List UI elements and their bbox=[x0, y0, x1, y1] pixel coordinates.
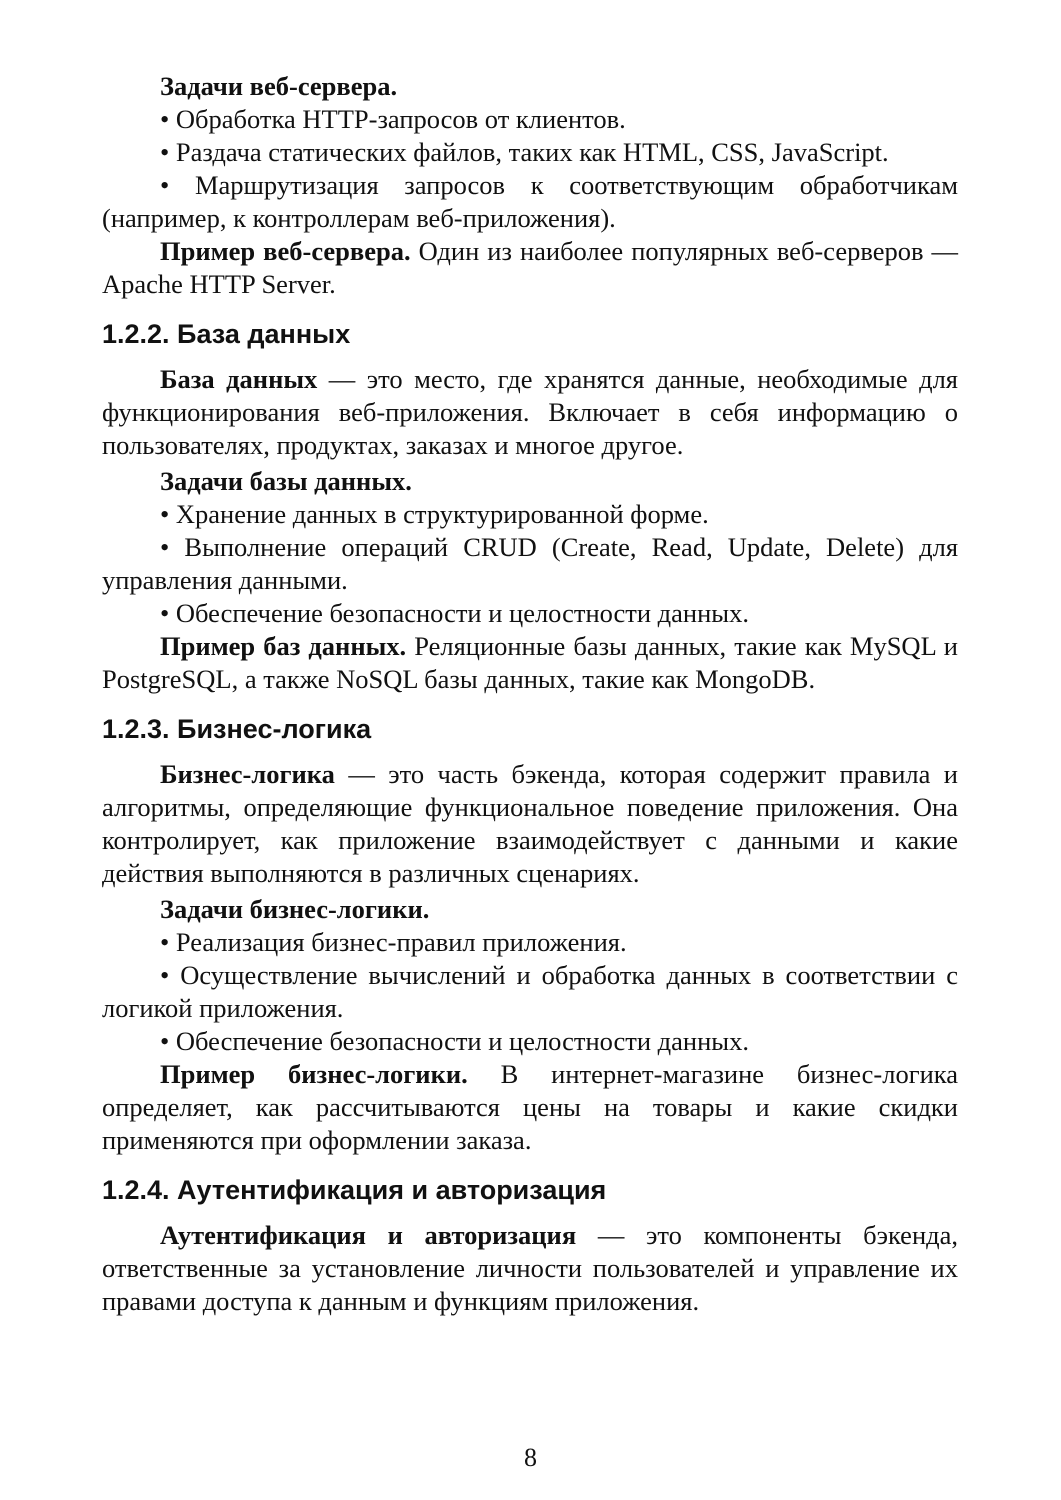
page-number: 8 bbox=[524, 1443, 537, 1472]
web-server-tasks-heading: Задачи веб-сервера. bbox=[160, 71, 398, 101]
document-page bbox=[102, 70, 958, 1318]
database-intro-text: — это место, где хранятся данные, необходимые для функционирования веб-приложения. Включает в себя информацию о пользователях, продуктах, заказах и многое другое. bbox=[102, 364, 958, 460]
web-server-bullet: • Маршрутизация запросов к соответствующим обработчикам (например, к контроллерам веб-приложения). bbox=[102, 169, 958, 235]
business-logic-bullet: • Осуществление вычислений и обработка данных в соответствии с логикой приложения. bbox=[102, 959, 958, 1025]
section-heading-business-logic: 1.2.3. Бизнес-логика bbox=[102, 714, 372, 744]
section-heading-auth: 1.2.4. Аутентификация и авторизация bbox=[102, 1175, 607, 1205]
business-logic-intro-text: — это часть бэкенда, которая содержит правила и алгоритмы, определяющие функциональное поведение приложения. Она контролирует, как приложение взаимодействует с данными и какие действия выполняются в различных сценариях. bbox=[102, 759, 958, 888]
database-term: База данных bbox=[160, 364, 318, 394]
database-example bbox=[102, 630, 958, 696]
web-server-bullet: • Раздача статических файлов, таких как HTML, CSS, JavaScript. bbox=[102, 136, 958, 169]
business-logic-bullet: • Обеспечение безопасности и целостности данных. bbox=[102, 1025, 958, 1058]
web-server-example bbox=[102, 235, 958, 301]
auth-term: Аутентификация и авторизация bbox=[160, 1220, 577, 1250]
business-logic-intro bbox=[102, 758, 958, 890]
database-example-text: Реляционные базы данных, такие как MySQL и PostgreSQL, а также NoSQL базы данных, такие как MongoDB. bbox=[102, 631, 958, 694]
business-logic-example-text: В интернет-магазине бизнес-логика определяет, как рассчитываются цены на товары и какие скидки применяются при оформлении заказа. bbox=[102, 1059, 958, 1155]
web-server-bullet: • Обработка HTTP-запросов от клиентов. bbox=[102, 103, 958, 136]
business-logic-term: Бизнес-логика bbox=[160, 759, 335, 789]
auth-intro-text: — это компоненты бэкенда, ответственные за установление личности пользователей и управление их правами доступа к данным и функциям приложения. bbox=[102, 1220, 958, 1316]
business-logic-bullet: • Реализация бизнес-правил приложения. bbox=[102, 926, 958, 959]
section-heading-database: 1.2.2. База данных bbox=[102, 319, 351, 349]
web-server-example-text: Один из наиболее популярных веб-серверов — Apache HTTP Server. bbox=[102, 236, 958, 299]
database-bullet: • Обеспечение безопасности и целостности данных. bbox=[102, 597, 958, 630]
database-example-label: Пример баз данных. bbox=[160, 631, 407, 661]
web-server-example-label: Пример веб-сервера. bbox=[160, 236, 411, 266]
database-bullet: • Выполнение операций CRUD (Create, Read, Update, Delete) для управления данными. bbox=[102, 531, 958, 597]
business-logic-tasks-heading: Задачи бизнес-логики. bbox=[160, 894, 430, 924]
business-logic-example-label: Пример бизнес-логики. bbox=[160, 1059, 468, 1089]
business-logic-example bbox=[102, 1058, 958, 1157]
database-tasks-heading: Задачи базы данных. bbox=[160, 466, 412, 496]
database-intro bbox=[102, 363, 958, 462]
auth-intro bbox=[102, 1219, 958, 1318]
database-bullet: • Хранение данных в структурированной форме. bbox=[102, 498, 958, 531]
